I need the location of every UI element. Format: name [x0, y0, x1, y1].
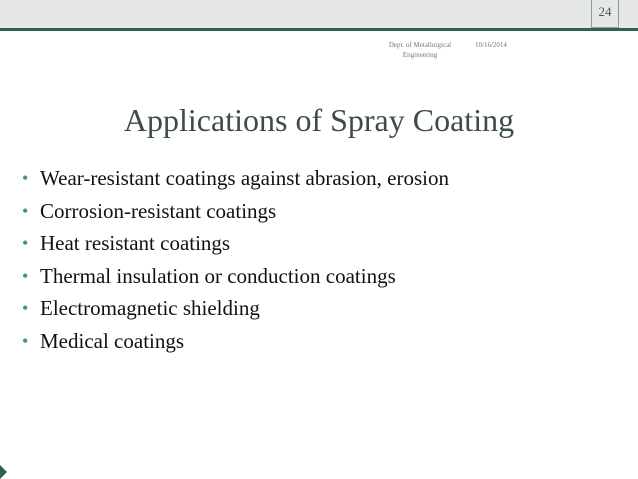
bullet-item: [22, 260, 612, 293]
page-number: 24: [591, 0, 619, 28]
footer-department: Dept. of Metallurgical Engineering: [388, 41, 452, 59]
slide-title: Applications of Spray Coating: [123, 102, 515, 138]
bullet-icon: •: [22, 298, 29, 318]
bullet-icon: •: [22, 330, 29, 351]
bullet-item: [22, 195, 612, 228]
bullet-item: [22, 227, 612, 260]
bullet-item: [22, 162, 612, 195]
top-rule: [0, 28, 638, 31]
bullet-text: Heat resistant coatings: [40, 231, 231, 255]
footer-date: 10/16/2014: [475, 41, 507, 49]
bullet-item: [22, 292, 612, 325]
bullet-text: Medical coatings: [40, 328, 185, 353]
bullet-text: Wear-resistant coatings against abrasion, erosion: [40, 166, 450, 190]
bullet-text: Corrosion-resistant coatings: [40, 198, 277, 223]
bullet-text: Electromagnetic shielding: [40, 296, 260, 320]
bullet-text: Thermal insulation or conduction coatings: [40, 263, 396, 288]
bullet-icon: •: [22, 200, 29, 221]
bullet-icon: •: [22, 168, 29, 188]
bullet-icon: •: [22, 233, 29, 253]
bullet-item: [22, 325, 612, 358]
triangle-marker-icon: [0, 465, 7, 479]
bullet-icon: •: [22, 265, 29, 286]
top-bar: [0, 0, 638, 28]
bullet-list: [22, 162, 612, 357]
